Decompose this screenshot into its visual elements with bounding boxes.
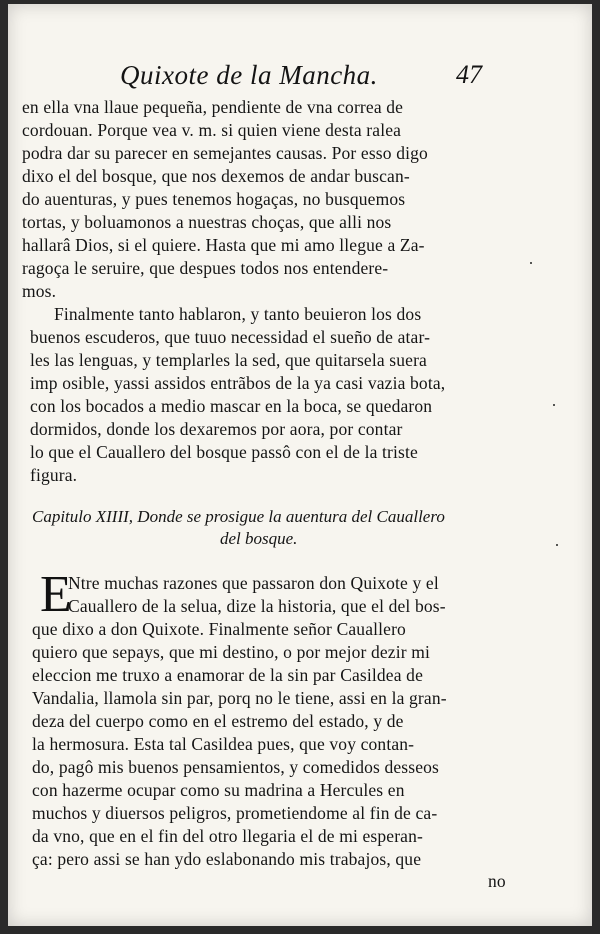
text-line: Ntre muchas razones que passaron don Quixote y el bbox=[68, 573, 439, 593]
text-line: do, pagô mis buenos pensamientos, y comedidos desseos bbox=[32, 757, 439, 777]
text-line: imp osible, yassi assidos entrãbos de la ya casi vazia bota, bbox=[30, 373, 446, 393]
scan-speck bbox=[556, 544, 558, 546]
text-line: buenos escuderos, que tuuo necessidad el sueño de atar- bbox=[30, 327, 431, 347]
text-line: Cauallero de la selua, dize la historia, que el del bos- bbox=[68, 596, 446, 616]
text-line: hallarâ Dios, si el quiere. Hasta que mi amo llegue a Za- bbox=[22, 235, 425, 255]
text-line: podra dar su parecer en semejantes causas. Por esso digo bbox=[22, 143, 428, 163]
text-line: eleccion me truxo a enamorar de la sin par Casildea de bbox=[32, 665, 423, 685]
text-line: con los bocados a medio mascar en la boca, se quedaron bbox=[30, 396, 433, 416]
text-line: Finalmente tanto hablaron, y tanto beuieron los dos bbox=[54, 304, 422, 324]
text-line: les las lenguas, y templarles la sed, que quitarsela suera bbox=[30, 350, 427, 370]
catchword: no bbox=[488, 871, 506, 891]
text-line: da vno, que en el fin del otro llegaria el de mi esperan- bbox=[32, 826, 423, 846]
text-line: quiero que sepays, que mi destino, o por mejor dezir mi bbox=[32, 642, 431, 662]
chapter-heading-line: Capitulo XIIII, Donde se prosigue la auentura del Cauallero bbox=[32, 507, 445, 526]
text-line: Vandalia, llamola sin par, porq no le tiene, assi en la gran- bbox=[32, 688, 447, 708]
running-title: Quixote de la Mancha. bbox=[120, 60, 378, 90]
page-header bbox=[8, 60, 592, 100]
text-line: tortas, y boluamonos a nuestras choças, que alli nos bbox=[22, 212, 392, 232]
book-page bbox=[8, 4, 592, 926]
text-line: que dixo a don Quixote. Finalmente señor Cauallero bbox=[32, 619, 406, 639]
chapter-heading-line: del bosque. bbox=[220, 529, 298, 548]
text-line: lo que el Cauallero del bosque passô con el de la triste bbox=[30, 442, 418, 462]
text-line: deza del cuerpo como en el estremo del estado, y de bbox=[32, 711, 404, 731]
page-number: 47 bbox=[456, 60, 482, 89]
scan-speck bbox=[530, 262, 532, 264]
text-line: en ella vna llaue pequeña, pendiente de vna correa de bbox=[22, 97, 404, 117]
text-line: do auenturas, y pues tenemos hogaças, no busquemos bbox=[22, 189, 406, 209]
text-line: ça: pero assi se han ydo eslabonando mis trabajos, que bbox=[32, 849, 422, 869]
text-line: muchos y diuersos peligros, prometiendome al fin de ca- bbox=[32, 803, 438, 823]
text-line: con hazerme ocupar como su madrina a Hercules en bbox=[32, 780, 405, 800]
text-line: la hermosura. Esta tal Casildea pues, que voy contan- bbox=[32, 734, 415, 754]
text-line: cordouan. Porque vea v. m. si quien viene desta ralea bbox=[22, 120, 402, 140]
text-line: mos. bbox=[22, 281, 57, 301]
text-line: ragoça le seruire, que despues todos nos entendere- bbox=[22, 258, 389, 278]
text-line: dixo el del bosque, que nos dexemos de andar buscan- bbox=[22, 166, 410, 186]
text-line: figura. bbox=[30, 465, 78, 485]
text-line: dormidos, donde los dexaremos por aora, por contar bbox=[30, 419, 403, 439]
scan-speck bbox=[553, 404, 555, 406]
drop-cap: E bbox=[40, 566, 72, 623]
